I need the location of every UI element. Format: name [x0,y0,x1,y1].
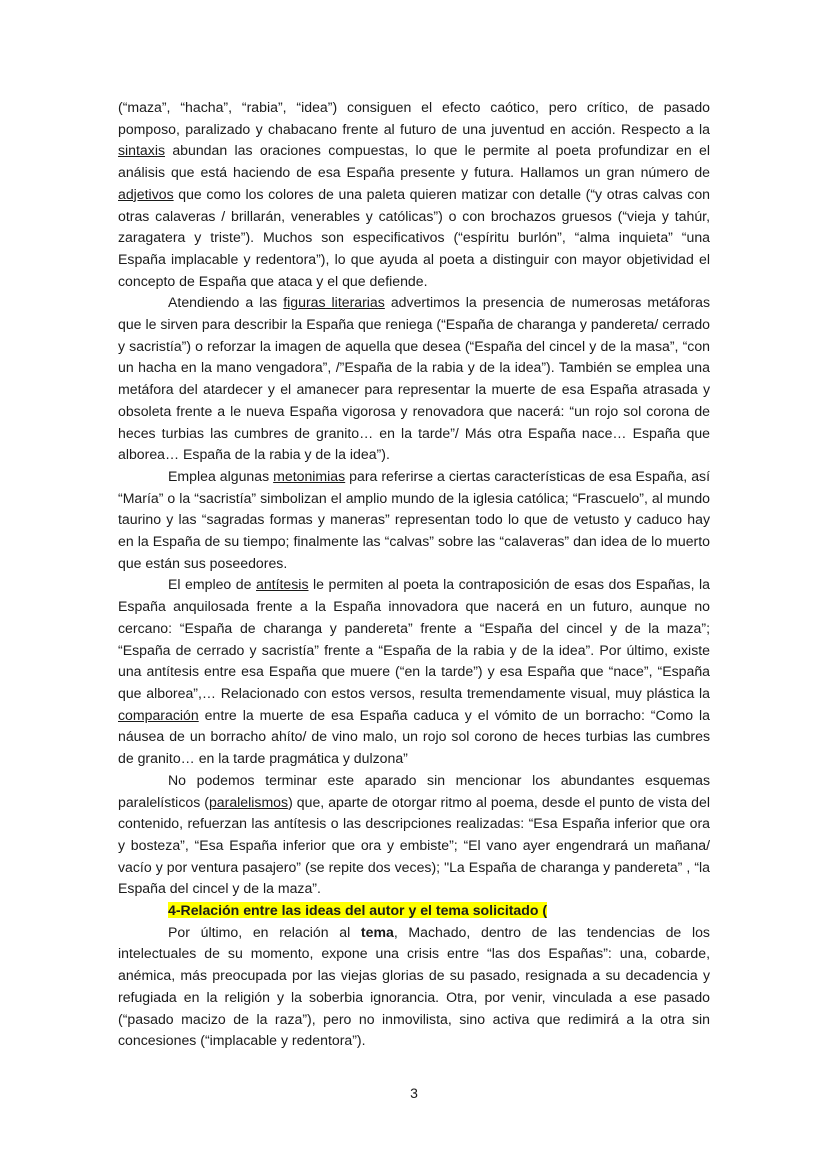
underlined-term: comparación [118,706,199,723]
text-run: , Machado, dentro de las tendencias de los intelectuales de su momento, expone una crisis entre “las dos Españas”: una, cobarde, anémica, más preocupada por las viejas glorias de su pasado, resignada a su decadencia y refugiada en la religión y la soberbia ignorancia. Otra, por venir, vinculada a ese pasado (“pasado macizo de la raza”), pero no inmovilista, sino activa que redimirá a la otra sin concesiones (“implacable y redentora”). [118,923,710,1049]
final-paragraph-container [118,922,710,1052]
underlined-term: paralelismos [208,793,289,810]
underlined-term: adjetivos [118,185,174,202]
text-run: advertimos la presencia de numerosas metáforas que le sirven para describir la España que reniega (“España de charanga y pandereta/ cerrado y sacristía”) o reforzar la imagen de aquella que desea (“España del cincel y de la masa”, “con un hacha en la mano vengadora”, /”España de la rabia y de la idea”). También se emplea una metáfora del atardecer y el amanecer para representar la muerte de esa España atrasada y obsoleta frente a le nueva España vigorosa y renovadora que nacerá: “un rojo sol corona de heces turbias las cumbres de granito… en la tarde”/ Más otra España nace… España que alborea… España de la rabia y de la idea”). [118,294,711,463]
text-run: para referirse a ciertas características de esa España, así “María” o la “sacristía” simbolizan el amplio mundo de la iglesia católica; “Frascuelo”, al mundo taurino y las “sagradas formas y maneras” representan todo lo que de vetusto y caduco hay en la España de su tiempo; finalmente las “calvas” sobre las “calaveras” dan idea de lo muerto que están sus poseedores. [118,467,710,571]
underlined-term: sintaxis [118,142,165,159]
text-run: (“maza”, “hacha”, “rabia”, “idea”) consiguen el efecto caótico, pero crítico, de pasado pomposo, paralizado y chabacano frente al futuro de una juventud en acción. Respecto a la [118,99,710,137]
underlined-term: figuras literarias [283,294,385,311]
text-run: ) que, aparte de otorgar ritmo al poema, desde el punto de vista del contenido, refuerzan las antítesis o las descripciones realizadas: “Esa España inferior que ora y bosteza”, “Esa España inferior que ora y embiste”; “El vano ayer engendrará un mañana/ vacío y por ventura pasajero” (se repite dos veces); "La España de charanga y pandereta” , “la España del cincel y de la maza”. [118,793,710,897]
paragraph [118,922,710,1052]
text-run: entre la muerte de esa España caduca y el vómito de un borracho: “Como la náusea de un borracho ahíto/ de vino malo, un rojo sol corono de heces turbias las cumbres de granito… en la tarde pragmática y dulzona” [118,706,710,767]
text-run: que como los colores de una paleta quieren matizar con detalle (“y otras calvas con otras calaveras / brillarán, venerables y católicas”) o con brochazos gruesos (“vieja y tahúr, zaragatera y triste”). Muchos son especificativos (“espíritu burlón”, “alma inquieta” “una España implacable y redentora”), lo que ayuda al poeta a distinguir con mayor objetividad el concepto de España que ataca y el que defiende. [118,185,710,289]
underlined-term: antítesis [256,576,309,593]
text-run: Por último, en relación al [168,923,361,940]
paragraph [118,770,710,900]
text-run: Atendiendo a las [168,294,284,311]
section-heading [118,900,710,922]
section-heading-text: 4-Relación entre las ideas del autor y el tema solicitado ( [168,902,548,919]
bold-term: tema [360,923,394,940]
underlined-term: metonimias [273,467,346,484]
text-run: No podemos terminar este aparado sin mencionar los abundantes esquemas paralelísticos ( [118,771,710,810]
paragraph [118,466,710,575]
text-run: le permiten al poeta la contraposición de esas dos Españas, la España anquilosada frente a la España innovadora que nacerá en un futuro, aunque no cercano: “España de charanga y pandereta” frente a “España del cincel y de la maza”; “España de cerrado y sacristía” frente a “España de la rabia y de la idea”. Por último, existe una antítesis entre esa España que muere (“en la tarde”) y esa España que “nace”, “España que alborea”,… Relacionado con estos versos, resulta tremendamente visual, muy plástica la [118,576,710,701]
paragraph [118,574,710,769]
text-run: Emplea algunas [168,467,274,484]
text-run: El empleo de [168,576,256,593]
paragraph [118,292,710,466]
paragraph [118,97,710,292]
body-text [118,97,710,900]
page-number: 3 [410,1085,418,1101]
text-run: abundan las oraciones compuestas, lo que le permite al poeta profundizar en el análisis que está haciendo de esa España presente y futura. Hallamos un gran número de [118,142,710,181]
